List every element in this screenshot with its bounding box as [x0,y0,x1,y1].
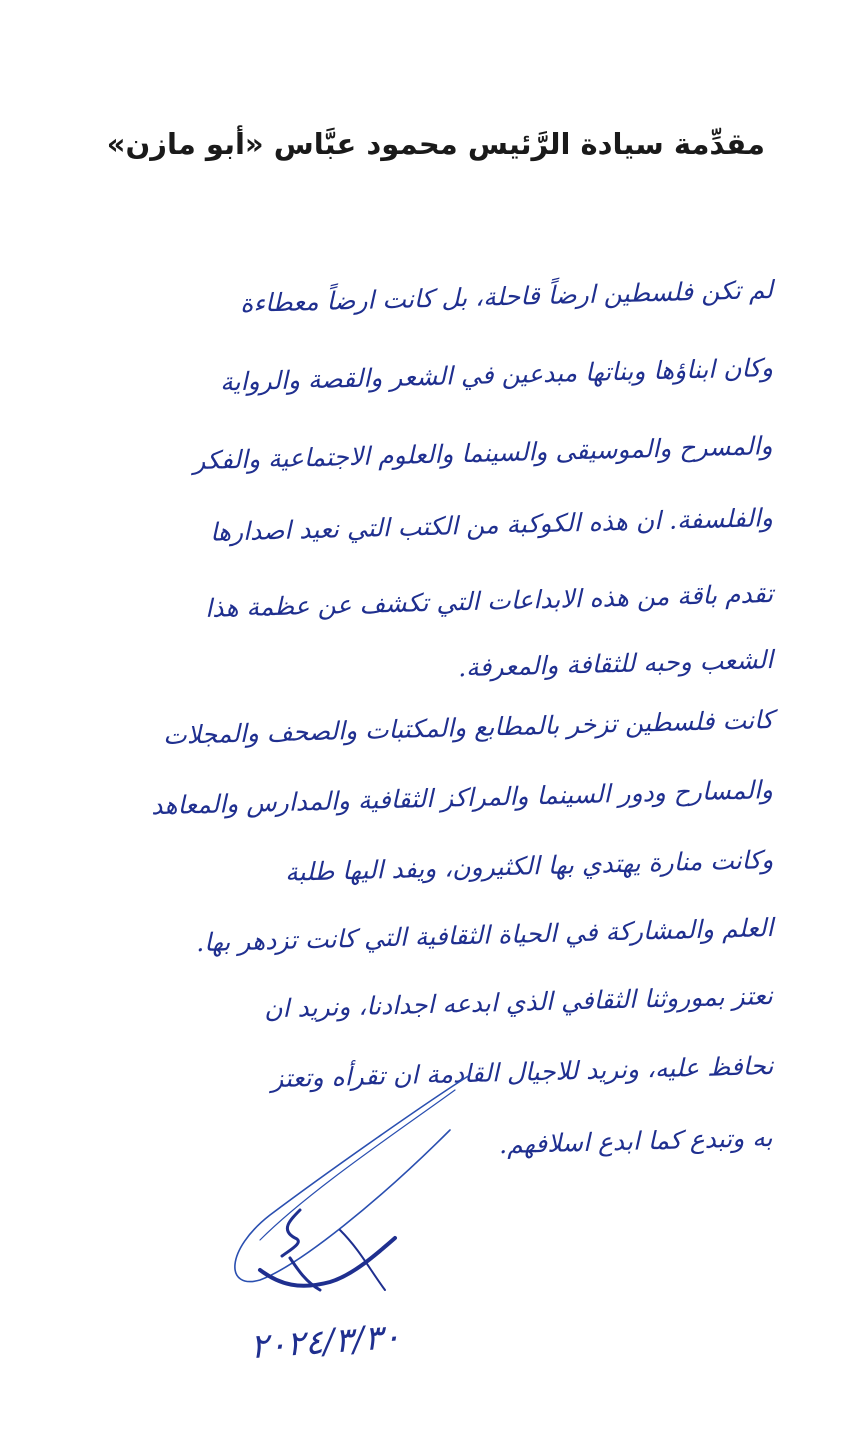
letter-line: لم تكن فلسطين ارضاً قاحلة، بل كانت ارضاً معطاءة [239,275,774,318]
page-title: مقدِّمة سيادة الرَّئيس محمود عبَّاس «أبو مازن» [106,127,765,161]
letter-line: وكان ابناؤها وبناتها مبدعين في الشعر والقصة والرواية [219,353,774,397]
letter-line: والمسارح ودور السينما والمراكز الثقافية والمدارس والمعاهد [150,775,774,821]
letter-line: الشعب وحبه للثقافة والمعرفة. [457,645,774,683]
letter-line: كانت فلسطين تزخر بالمطابع والمكتبات والصحف والمجلات [162,705,774,750]
letter-line: به وتبدع كما ابدع اسلافهم. [499,1123,774,1160]
letter-line: والمسرح والموسيقى والسينما والعلوم الاجتماعية والفكر [193,431,774,476]
letter-line: نعتز بموروثنا الثقافي الذي ابدعه اجدادنا، ونريد ان [263,981,774,1024]
letter-line: والفلسفة. ان هذه الكوكبة من الكتب التي نعيد اصدارها [209,503,774,547]
signature-date: ٢٠٢٤/٣/٣٠ [248,1316,402,1368]
letter-line: نحافظ عليه، ونريد للاجيال القادمة ان تقرأه وتعتز [270,1051,774,1094]
letter-line: وكانت منارة يهتدي بها الكثيرون، ويفد اليها طلبة [284,845,774,887]
letter-line: العلم والمشاركة في الحياة الثقافية التي كانت تزدهر بها. [195,913,774,958]
handwritten-letter [0,240,849,1240]
letter-line: تقدم باقة من هذه الابداعات التي تكشف عن عظمة هذا [204,579,774,623]
